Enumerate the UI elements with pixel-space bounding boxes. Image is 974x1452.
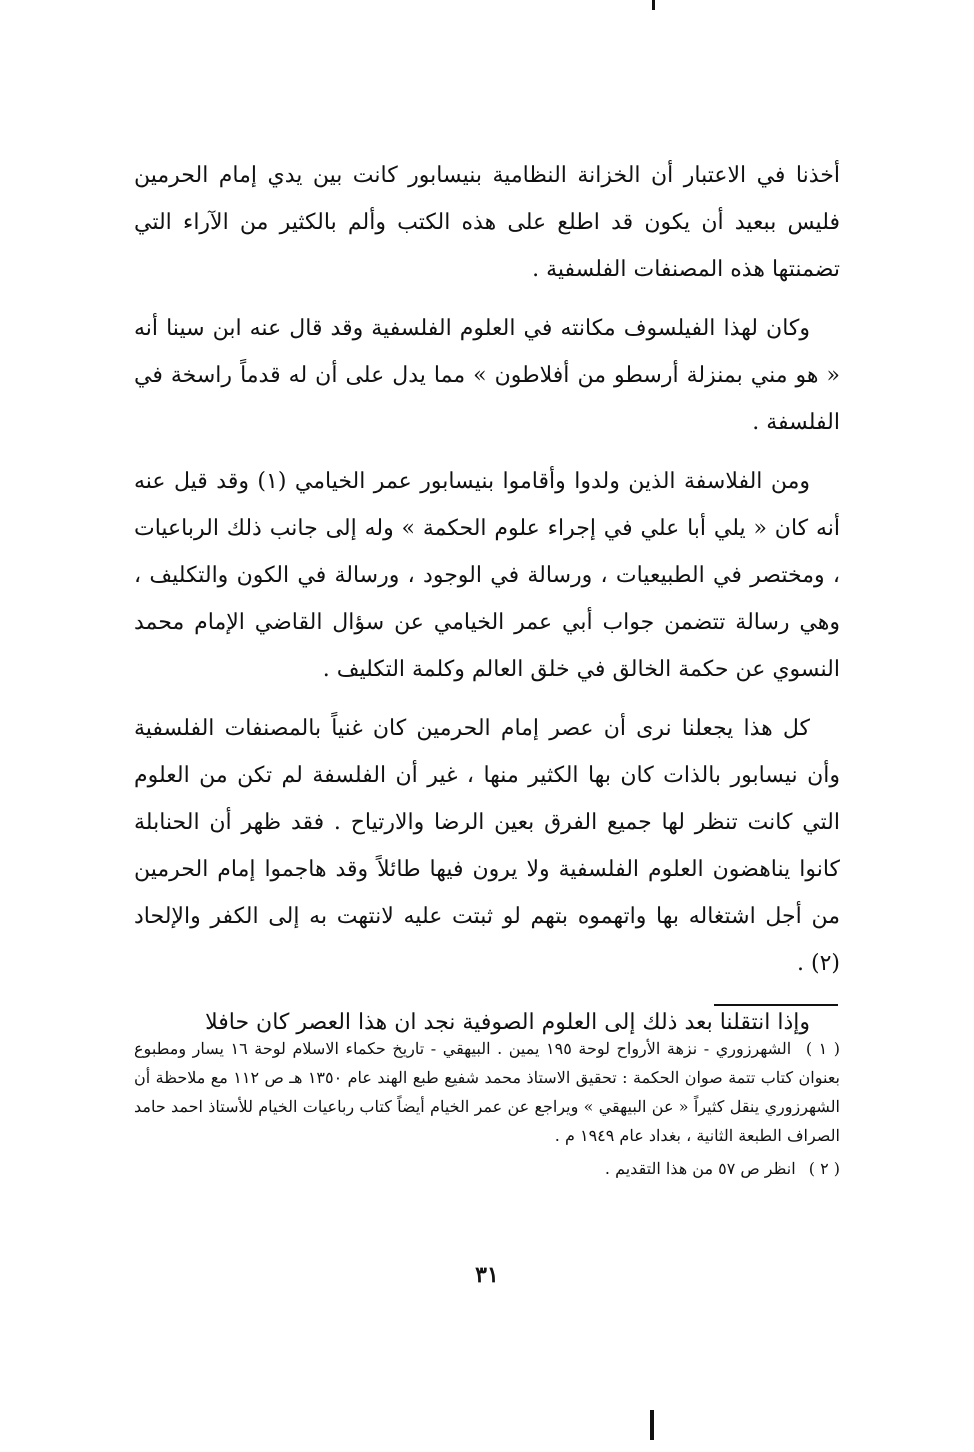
footnote-2-number: ( ٢ ) — [808, 1159, 840, 1178]
footnotes — [134, 1034, 840, 1187]
paragraph-3: ومن الفلاسفة الذين ولدوا وأقاموا بنيسابور عمر الخيامي (١) وقد قيل عنه أنه كان « يلي أبا علي في إجراء علوم الحكمة » وله إلى جانب ذلك الرباعيات ، ومختصر في الطبيعيات ، ورسالة في الوجود ، ورسالة في الكون والتكليف ، وهي رسالة تتضمن جواب أبي عمر الخيامي عن سؤال القاضي الإمام محمد النسوي عن حكمة الخالق في خلق العالم وكلمة التكليف . — [134, 469, 840, 682]
footnote-divider — [714, 1004, 838, 1006]
footnote-1-text: الشهرزوري - نزهة الأرواح لوحة ١٩٥ يمين . البيهقي - تاريخ حكماء الاسلام لوحة ١٦ يسار ومطبوع بعنوان كتاب تتمة صوان الحكمة : تحقيق الاستاذ محمد شفيع طبع الهند عام ١٣٥٠ هـ ص ١١٢ مع ملاحظة أن الشهرزوري ينقل كثيراً « عن البيهقي » ويراجع عن عمر الخيام أيضاً كتاب رباعيات الخيام للأستاذ احمد حامد الصراف الطبعة الثانية ، بغداد عام ١٩٤٩ م . — [134, 1039, 841, 1145]
footnote-2-text: انظر ص ٥٧ من هذا التقديم . — [604, 1159, 796, 1178]
page-number: ٣١ — [475, 1262, 499, 1288]
top-edge-mark — [652, 0, 655, 10]
paragraph-4: كل هذا يجعلنا نرى أن عصر إمام الحرمين كان غنياً بالمصنفات الفلسفية وأن نيسابور بالذات كان بها الكثير منها ، غير أن الفلسفة لم تكن من العلوم التي كانت تنظر لها جميع الفرق بعين الرضا والارتياح . فقد ظهر أن الحنابلة كانوا يناهضون العلوم الفلسفية ولا يرون فيها طائلاً وقد هاجموا إمام الحرمين من أجل اشتغاله بها واتهموه بتهم لو ثبتت عليه لانتهت به إلى الكفر والإلحاد (٢) . — [134, 716, 840, 976]
paragraph-5: وإذا انتقلنا بعد ذلك إلى العلوم الصوفية نجد ان هذا العصر كان حافلا — [205, 1010, 810, 1035]
footnote-2 — [134, 1154, 840, 1183]
bottom-edge-mark — [650, 1410, 654, 1440]
paragraph-1: أخذنا في الاعتبار أن الخزانة النظامية بنيسابور كانت بين يدي إمام الحرمين فليس ببعيد أن يكون قد اطلع على هذه الكتب وألم بالكثير من الآراء التي تضمنتها هذه المصنفات الفلسفية . — [134, 163, 840, 282]
footnote-1 — [134, 1034, 840, 1150]
body-text — [134, 152, 840, 1058]
paragraph-2: وكان لهذا الفيلسوف مكانته في العلوم الفلسفية وقد قال عنه ابن سينا أنه « هو مني بمنزلة أرسطو من أفلاطون » مما يدل على أن له قدماً راسخة في الفلسفة . — [134, 316, 840, 435]
footnote-1-number: ( ١ ) — [805, 1039, 841, 1058]
